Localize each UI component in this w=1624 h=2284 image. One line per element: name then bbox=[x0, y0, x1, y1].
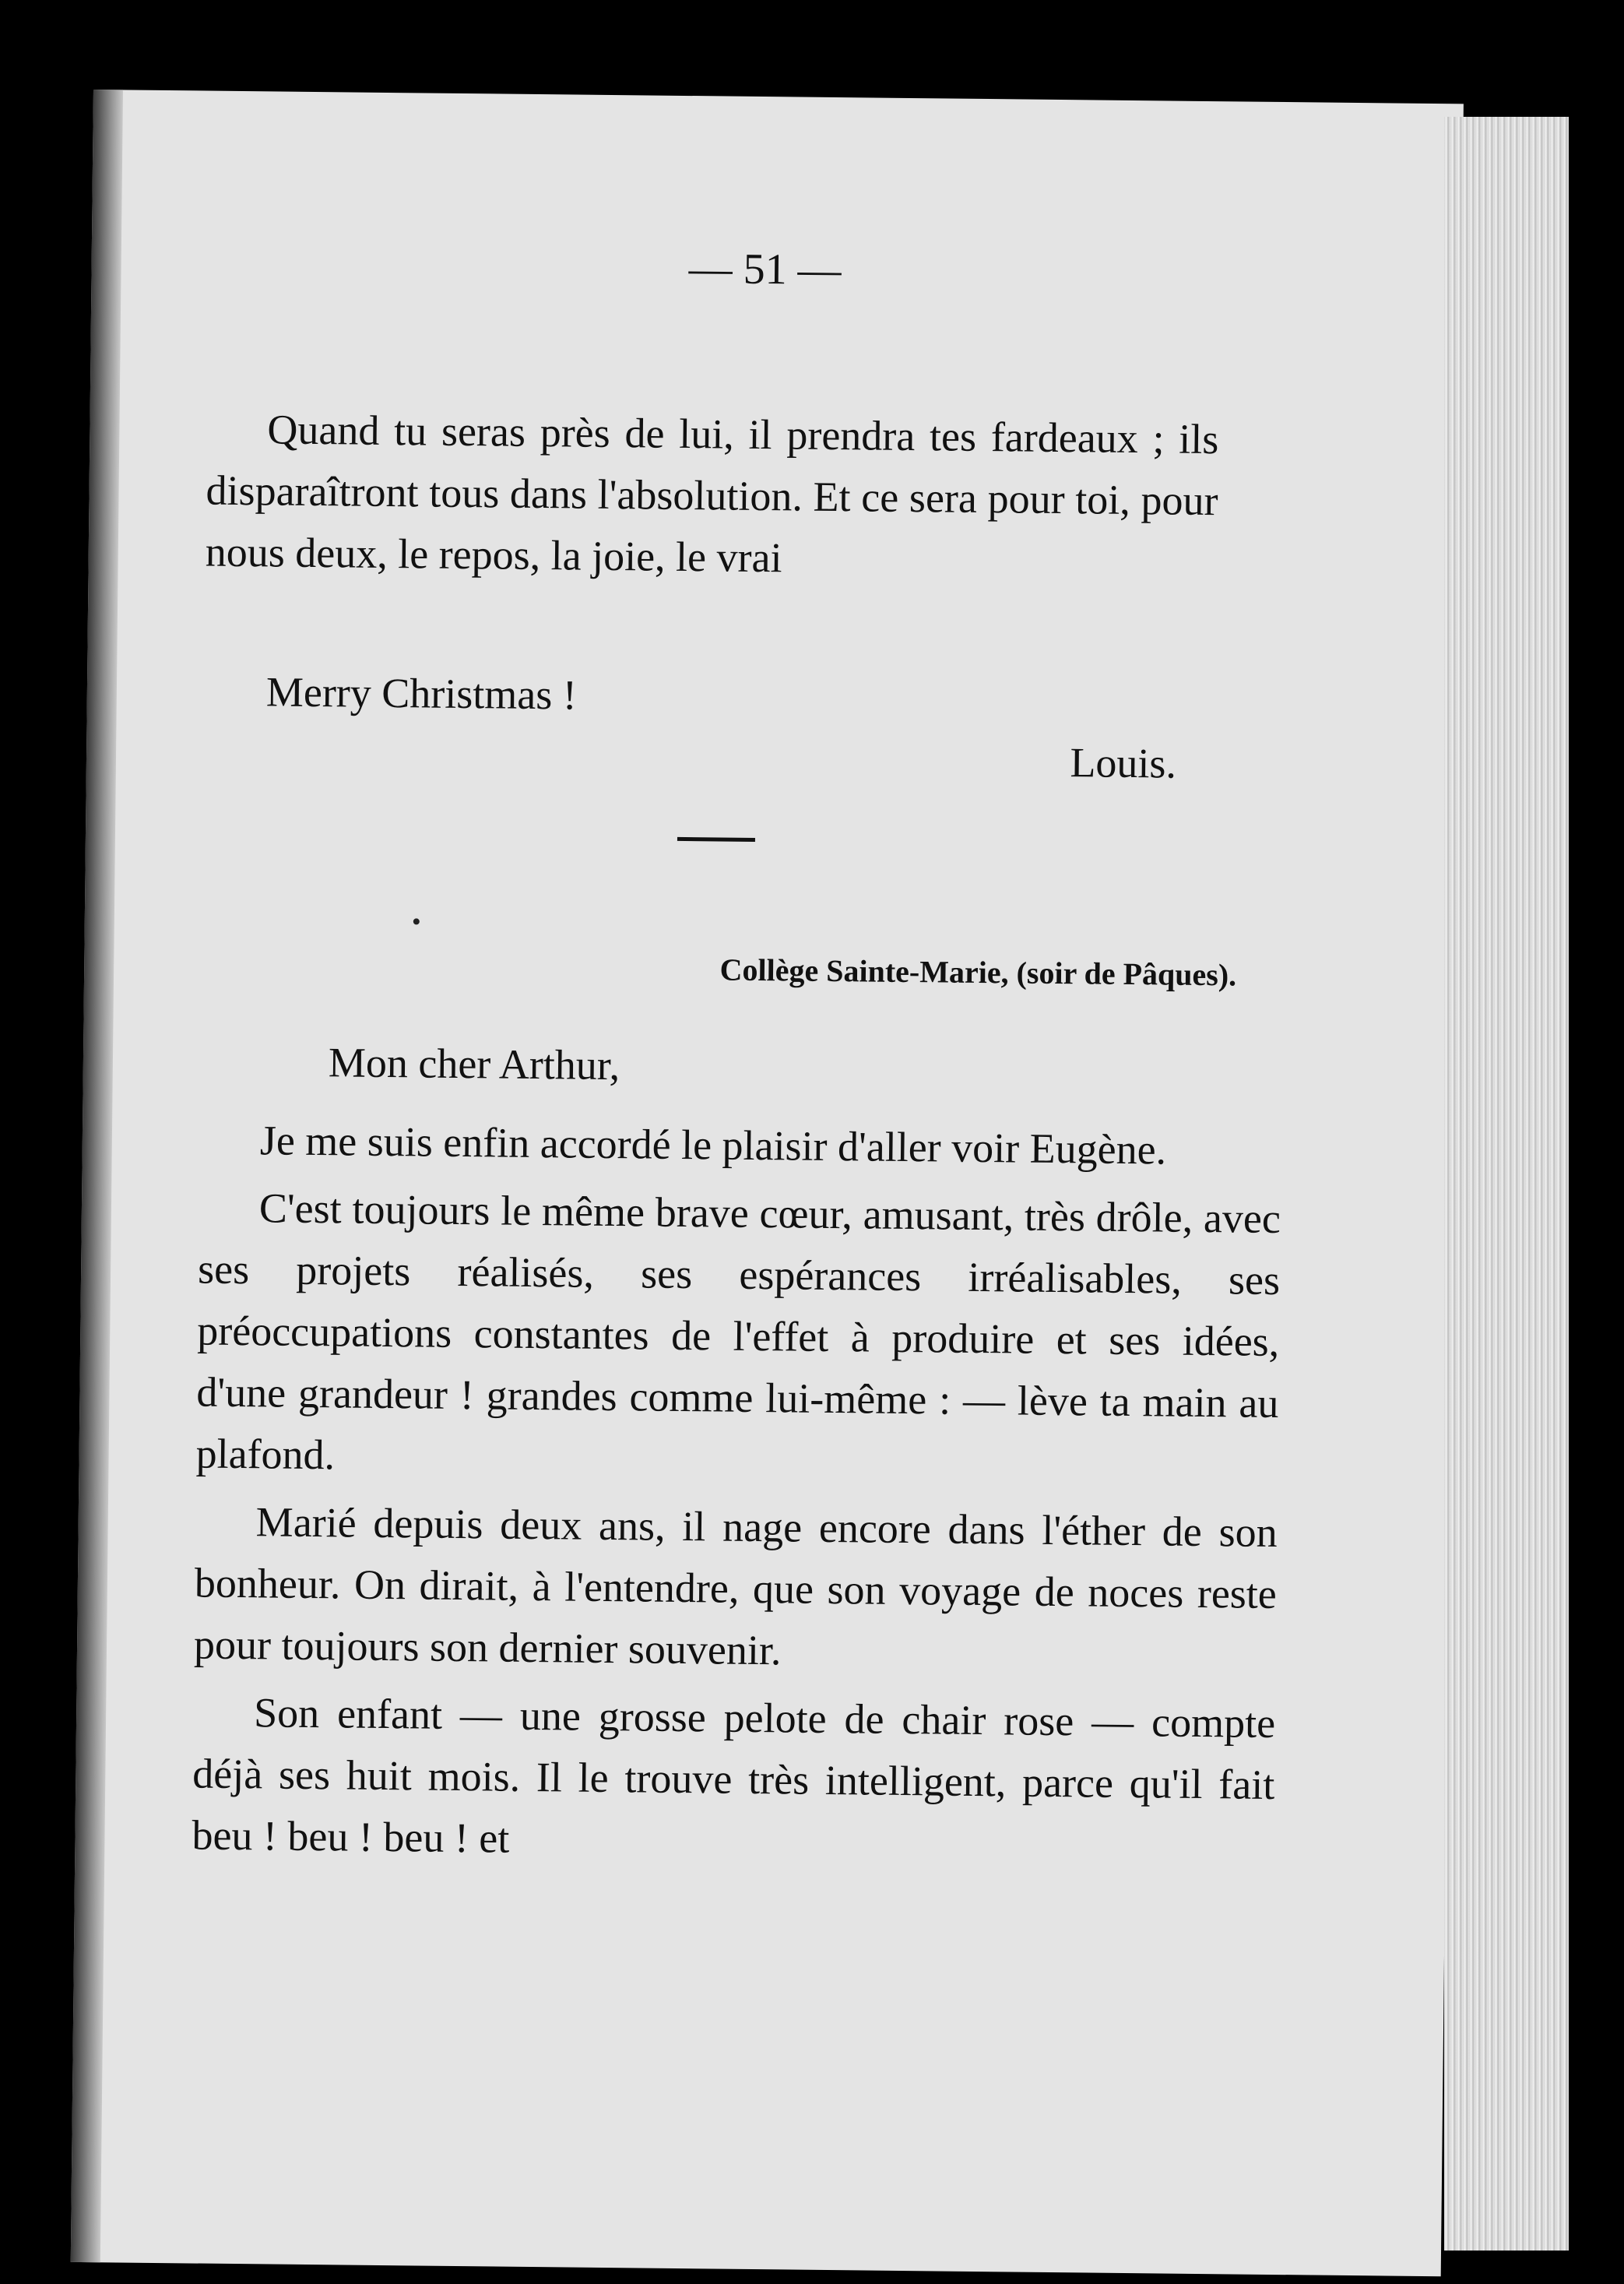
page-edges bbox=[1444, 117, 1569, 2251]
letter-salutation: Mon cher Arthur, bbox=[328, 1039, 620, 1089]
opening-paragraph: Quand tu seras près de lui, il prendra tes fardeaux ; ils disparaîtront tous dans l'absolution. Et ce sera pour toi, pour nous deux, le repos, la joie, le vrai bbox=[205, 406, 1219, 582]
body-paragraph: C'est toujours le même brave cœur, amusant, très drôle, avec ses projets réalisés, ses espérances irréalisables, ses préoccupations constantes de l'effet à produire et ses idées, d'une grandeur ! grandes comme lui-même : — lève ta main au plafond. bbox=[195, 1184, 1281, 1479]
section-divider bbox=[677, 837, 755, 842]
signature: Louis. bbox=[1070, 739, 1177, 787]
closing-phrase: Merry Christmas ! bbox=[265, 668, 578, 719]
book-spine bbox=[71, 90, 123, 2262]
ink-speck bbox=[413, 918, 420, 924]
letter-dateline: Collège Sainte-Marie, (soir de Pâques). bbox=[719, 952, 1237, 993]
book-page bbox=[71, 90, 1464, 2276]
page-number: — 51 — bbox=[688, 245, 842, 295]
body-paragraph: Son enfant — une grosse pelote de chair rose — compte déjà ses huit mois. Il le trouve très intelligent, parce qu'il fait beu ! beu ! beu ! et bbox=[192, 1689, 1276, 1862]
body-paragraph: Je me suis enfin accordé le plaisir d'aller voir Eugène. bbox=[259, 1117, 1167, 1174]
body-paragraph: Marié depuis deux ans, il nage encore dans l'éther de son bonheur. On dirait, à l'entendre, que son voyage de noces reste pour toujours son dernier souvenir. bbox=[193, 1498, 1278, 1674]
letter-body bbox=[192, 1109, 1281, 1884]
page-text-block bbox=[192, 91, 1323, 1862]
